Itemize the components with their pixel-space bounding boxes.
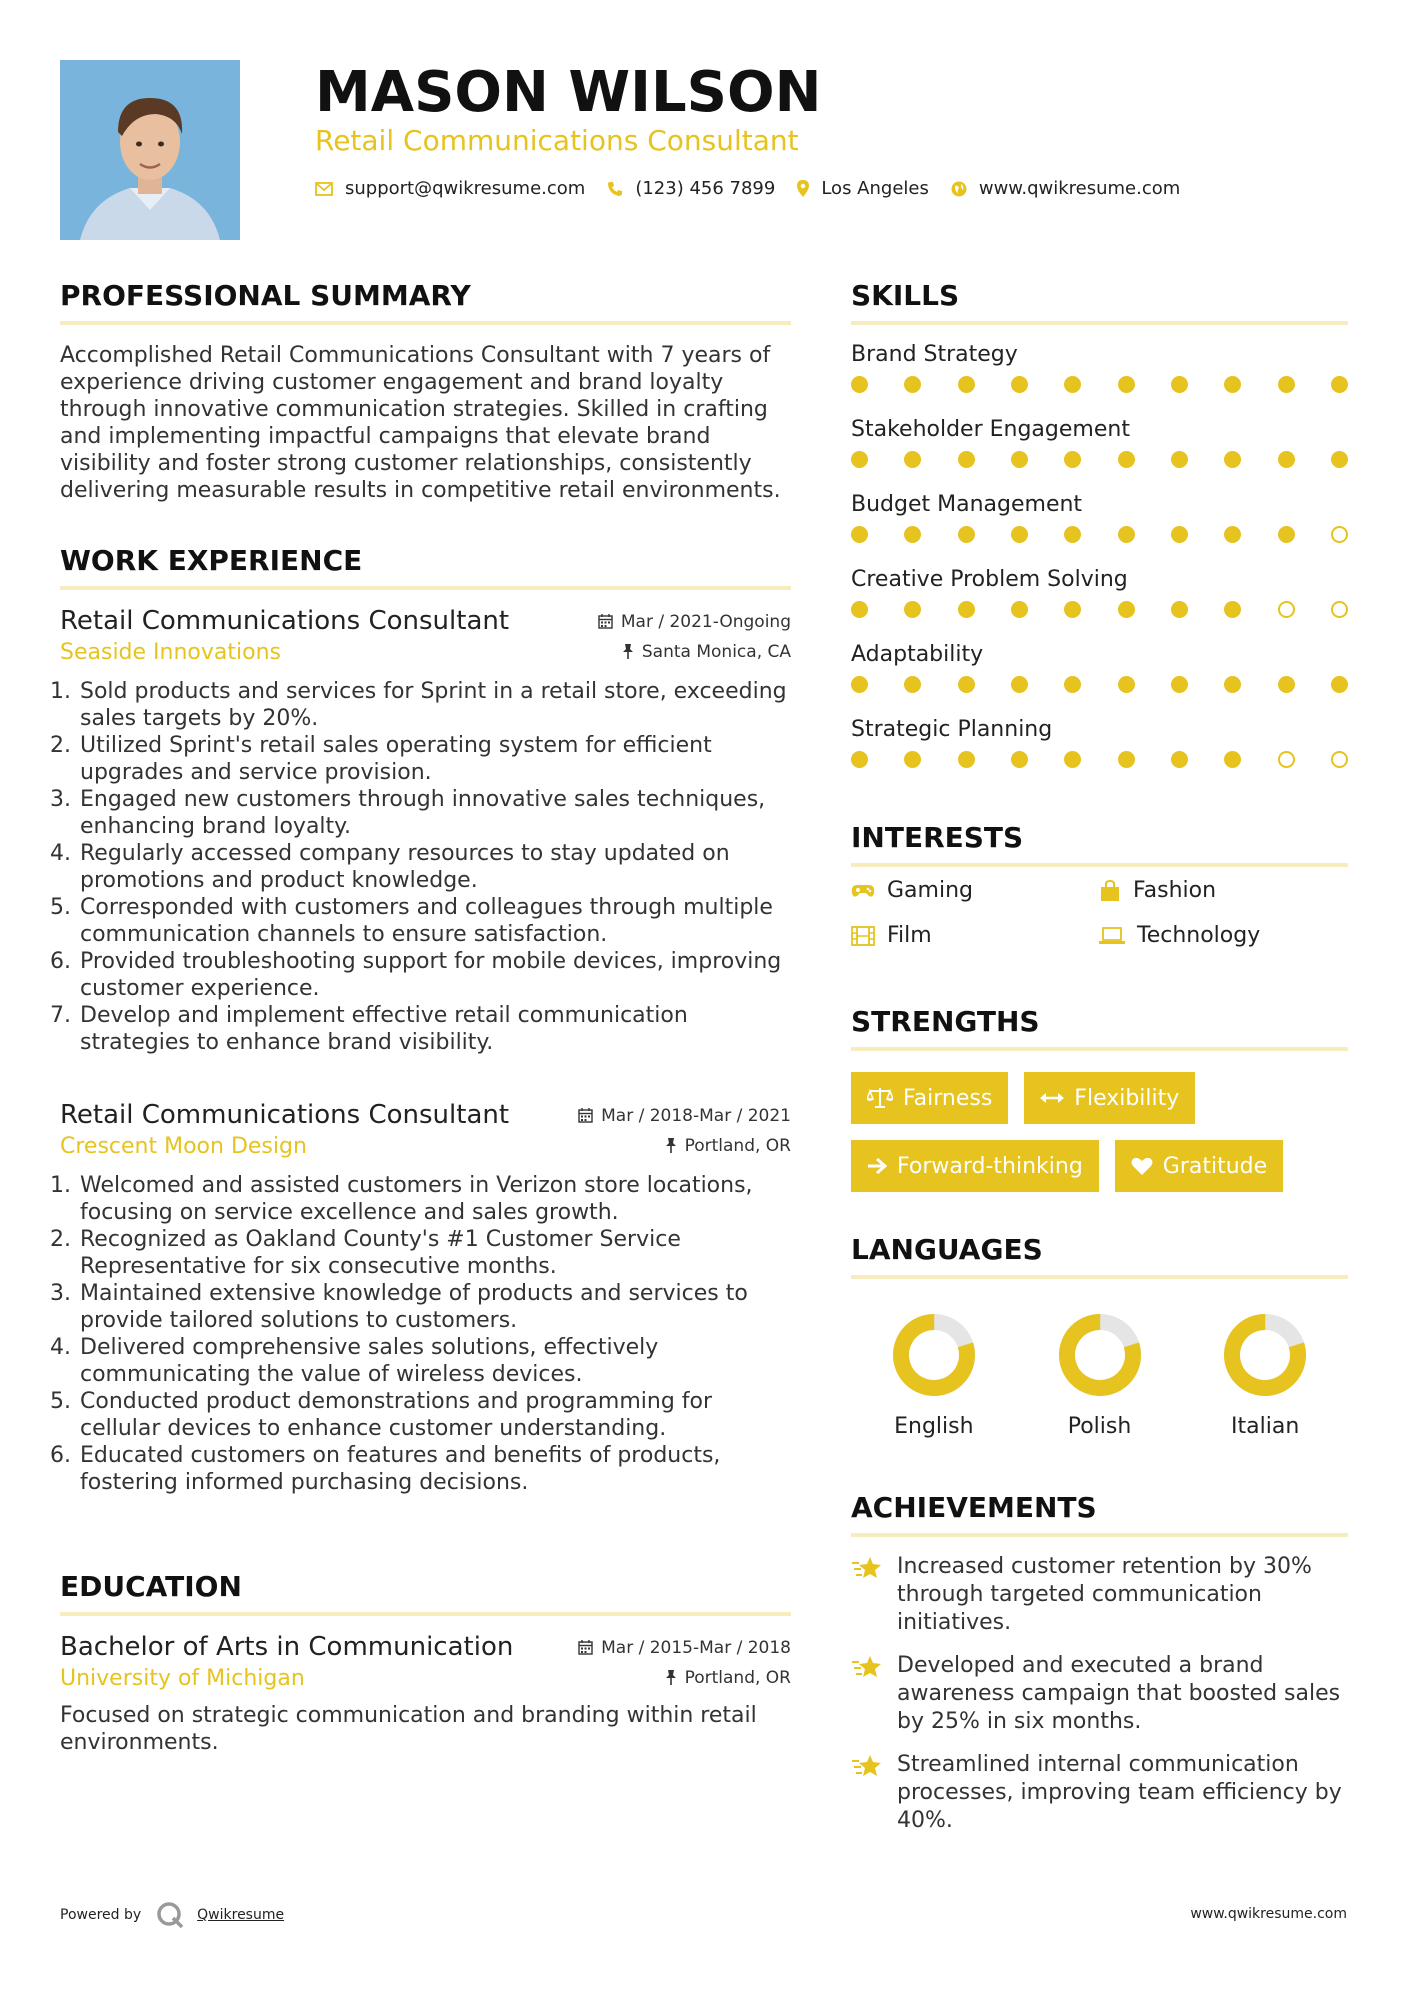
- language-item: [851, 1310, 1017, 1439]
- rating-dot-filled: [904, 526, 921, 543]
- rating-dot-filled: [1171, 676, 1188, 693]
- skill-name: Strategic Planning: [851, 717, 1053, 742]
- experience-heading: WORK EXPERIENCE: [60, 544, 363, 577]
- rating-dot-filled: [904, 376, 921, 393]
- achievement-item: [851, 1751, 1348, 1835]
- rating-dot-filled: [851, 601, 868, 618]
- rating-dot-filled: [1278, 676, 1295, 693]
- strength-tag: [1115, 1140, 1283, 1192]
- rating-dot-filled: [851, 526, 868, 543]
- qwikresume-logo-icon: [155, 1900, 185, 1930]
- footer-url[interactable]: www.qwikresume.com: [1190, 1906, 1347, 1922]
- strengths-tags: [851, 1072, 1348, 1192]
- degree-title: Bachelor of Arts in Communication: [60, 1632, 514, 1662]
- heart-icon: [1131, 1156, 1153, 1176]
- skill-item: [851, 640, 1348, 693]
- skill-rating: [851, 526, 1348, 543]
- education-entry: [60, 1630, 791, 1756]
- language-item: [1182, 1310, 1348, 1439]
- language-proficiency-ring: [1220, 1310, 1310, 1400]
- location-text: Los Angeles: [821, 178, 929, 199]
- rating-dot-empty: [1331, 751, 1348, 768]
- skill-name: Creative Problem Solving: [851, 567, 1128, 592]
- education-divider: [60, 1612, 791, 1616]
- school-name: University of Michigan: [60, 1666, 305, 1691]
- rating-dot-filled: [1278, 526, 1295, 543]
- rating-dot-filled: [904, 451, 921, 468]
- strength-label: Gratitude: [1162, 1153, 1268, 1179]
- rating-dot-filled: [1331, 676, 1348, 693]
- skill-name: Brand Strategy: [851, 342, 1018, 367]
- brand-link[interactable]: Qwikresume: [197, 1907, 285, 1923]
- rating-dot-filled: [1011, 601, 1028, 618]
- bullet-item: 7. Develop and implement effective retail communication strategies to enhance brand visibility.: [78, 1002, 791, 1056]
- education-description: Focused on strategic communication and branding within retail environments.: [60, 1703, 757, 1755]
- job-dates: [598, 612, 791, 632]
- rating-dot-filled: [958, 601, 975, 618]
- achievement-text: Streamlined internal communication processes, improving team efficiency by 40%.: [897, 1752, 1342, 1833]
- rating-dot-filled: [1171, 376, 1188, 393]
- rating-dot-filled: [1064, 526, 1081, 543]
- contact-email[interactable]: [315, 178, 585, 199]
- rating-dot-filled: [1171, 526, 1188, 543]
- star-award-icon: [851, 1555, 883, 1581]
- skill-rating: [851, 676, 1348, 693]
- job-location: [665, 1136, 791, 1156]
- rating-dot-filled: [1118, 526, 1135, 543]
- bullet-item: 2. Recognized as Oakland County's #1 Customer Service Representative for six consecutive months.: [78, 1226, 791, 1280]
- contact-bar: [315, 178, 1202, 199]
- rating-dot-filled: [958, 451, 975, 468]
- bullet-item: 6. Provided troubleshooting support for mobile devices, improving customer experience.: [78, 948, 791, 1002]
- company-name: Seaside Innovations: [60, 640, 281, 665]
- calendar-icon: [578, 1640, 593, 1655]
- bullet-item: 3. Maintained extensive knowledge of products and services to provide tailored solutions to customers.: [78, 1280, 791, 1334]
- rating-dot-filled: [1118, 751, 1135, 768]
- achievements-divider: [851, 1533, 1348, 1537]
- skill-item: [851, 340, 1348, 393]
- strength-label: Fairness: [903, 1085, 993, 1111]
- skill-item: [851, 715, 1348, 768]
- ring-fill: [1224, 1313, 1307, 1396]
- language-name: Polish: [1067, 1414, 1132, 1439]
- rating-dot-filled: [1224, 751, 1241, 768]
- contact-website[interactable]: [951, 178, 1180, 199]
- interest-item: [1099, 878, 1348, 903]
- strength-tag: [851, 1140, 1099, 1192]
- website-text: www.qwikresume.com: [978, 178, 1181, 199]
- rating-dot-filled: [1118, 601, 1135, 618]
- rating-dot-filled: [1011, 526, 1028, 543]
- rating-dot-filled: [1118, 676, 1135, 693]
- rating-dot-filled: [1278, 376, 1295, 393]
- rating-dot-filled: [1171, 451, 1188, 468]
- education-heading: EDUCATION: [60, 1570, 242, 1603]
- rating-dot-filled: [958, 376, 975, 393]
- skill-name: Stakeholder Engagement: [851, 417, 1130, 442]
- calendar-icon: [598, 614, 613, 629]
- interests-divider: [851, 863, 1348, 867]
- education-dates-text: Mar / 2015-Mar / 2018: [601, 1637, 791, 1658]
- rating-dot-filled: [1224, 676, 1241, 693]
- language-proficiency-ring: [889, 1310, 979, 1400]
- rating-dot-filled: [1224, 601, 1241, 618]
- strength-label: Forward-thinking: [897, 1153, 1083, 1179]
- rating-dot-filled: [1224, 376, 1241, 393]
- rating-dot-filled: [1331, 451, 1348, 468]
- rating-dot-filled: [904, 751, 921, 768]
- strength-tag: [1024, 1072, 1195, 1124]
- phone-icon: [607, 181, 623, 197]
- gamepad-icon: [851, 883, 875, 899]
- skills-divider: [851, 321, 1348, 325]
- star-award-icon: [851, 1654, 883, 1680]
- achievement-text: Increased customer retention by 30% through targeted communication initiatives.: [897, 1554, 1312, 1635]
- skill-name: Adaptability: [851, 642, 984, 667]
- powered-by-text: Powered by: [60, 1907, 142, 1923]
- rating-dot-filled: [958, 526, 975, 543]
- job-entry-1: [60, 604, 791, 1056]
- job-bullets: [60, 1172, 791, 1496]
- language-name: Italian: [1231, 1414, 1300, 1439]
- rating-dot-filled: [958, 676, 975, 693]
- skill-item: [851, 565, 1348, 618]
- rating-dot-filled: [851, 451, 868, 468]
- skill-item: [851, 490, 1348, 543]
- achievement-text: Developed and executed a brand awareness campaign that boosted sales by 25% in six months.: [897, 1653, 1341, 1734]
- rating-dot-filled: [1118, 376, 1135, 393]
- languages-list: [851, 1310, 1348, 1439]
- rating-dot-filled: [1171, 751, 1188, 768]
- skill-rating: [851, 451, 1348, 468]
- profile-photo: [60, 60, 240, 240]
- bullet-item: 2. Utilized Sprint's retail sales operating system for efficient upgrades and service provision.: [78, 732, 791, 786]
- rating-dot-empty: [1278, 751, 1295, 768]
- bullet-item: 1. Sold products and services for Sprint in a retail store, exceeding sales targets by 20%.: [78, 678, 791, 732]
- contact-phone[interactable]: [607, 178, 775, 199]
- laptop-icon: [1099, 927, 1125, 945]
- envelope-icon: [315, 182, 333, 196]
- rating-dot-filled: [904, 601, 921, 618]
- strengths-heading: STRENGTHS: [851, 1005, 1040, 1038]
- job-entry-2: [60, 1098, 791, 1496]
- rating-dot-filled: [1011, 376, 1028, 393]
- calendar-icon: [578, 1108, 593, 1123]
- rating-dot-filled: [1064, 751, 1081, 768]
- balance-scale-icon: [867, 1087, 893, 1109]
- interest-label: Technology: [1137, 923, 1261, 948]
- experience-divider: [60, 586, 791, 590]
- rating-dot-filled: [1011, 751, 1028, 768]
- achievements-heading: ACHIEVEMENTS: [851, 1491, 1097, 1524]
- skill-item: [851, 415, 1348, 468]
- job-dates: [578, 1106, 791, 1126]
- bullet-item: 3. Engaged new customers through innovative sales techniques, enhancing brand loyalty.: [78, 786, 791, 840]
- bullet-item: 4. Regularly accessed company resources to stay updated on promotions and product knowledge.: [78, 840, 791, 894]
- language-name: English: [894, 1414, 974, 1439]
- pushpin-icon: [665, 1670, 677, 1685]
- education-location: [665, 1668, 791, 1688]
- globe-icon: [951, 181, 967, 197]
- rating-dot-filled: [1064, 451, 1081, 468]
- summary-text: Accomplished Retail Communications Consultant with 7 years of experience driving customer engagement and brand loyalty through innovative communication strategies. Skilled in crafting and implementing impactful campaigns that elevate brand visibility and foster strong customer relationships, consistently delivering measurable results in competitive retail environments.: [60, 343, 781, 503]
- rating-dot-filled: [1171, 601, 1188, 618]
- strength-tag: [851, 1072, 1008, 1124]
- skill-rating: [851, 601, 1348, 618]
- skill-name: Budget Management: [851, 492, 1083, 517]
- rating-dot-filled: [1224, 526, 1241, 543]
- pushpin-icon: [665, 1138, 677, 1153]
- arrows-horizontal-icon: [1040, 1091, 1064, 1105]
- job-dates-text: Mar / 2018-Mar / 2021: [601, 1105, 791, 1126]
- rating-dot-filled: [1064, 376, 1081, 393]
- interest-item: [851, 878, 1099, 903]
- rating-dot-filled: [1118, 451, 1135, 468]
- rating-dot-filled: [1224, 451, 1241, 468]
- job-bullets: [60, 678, 791, 1056]
- rating-dot-filled: [851, 676, 868, 693]
- languages-heading: LANGUAGES: [851, 1233, 1043, 1266]
- rating-dot-filled: [1064, 601, 1081, 618]
- strength-label: Flexibility: [1074, 1085, 1180, 1111]
- interest-label: Fashion: [1133, 878, 1217, 903]
- skill-rating: [851, 751, 1348, 768]
- candidate-title: Retail Communications Consultant: [315, 124, 799, 157]
- rating-dot-empty: [1331, 526, 1348, 543]
- rating-dot-filled: [1278, 451, 1295, 468]
- job-location: [622, 642, 791, 662]
- bullet-item: 1. Welcomed and assisted customers in Verizon store locations, focusing on service excellence and sales growth.: [78, 1172, 791, 1226]
- bullet-item: 4. Delivered comprehensive sales solutions, effectively communicating the value of wireless devices.: [78, 1334, 791, 1388]
- languages-divider: [851, 1275, 1348, 1279]
- company-name: Crescent Moon Design: [60, 1134, 307, 1159]
- interest-item: [1099, 923, 1348, 948]
- interests-heading: INTERESTS: [851, 821, 1024, 854]
- star-award-icon: [851, 1753, 883, 1779]
- arrow-right-icon: [867, 1157, 887, 1175]
- language-item: [1017, 1310, 1183, 1439]
- candidate-name: MASON WILSON: [315, 60, 822, 125]
- education-dates: [578, 1638, 791, 1658]
- job-title: Retail Communications Consultant: [60, 1100, 510, 1130]
- job-dates-text: Mar / 2021-Ongoing: [620, 611, 791, 632]
- strengths-divider: [851, 1047, 1348, 1051]
- education-location-text: Portland, OR: [684, 1667, 791, 1688]
- achievement-item: [851, 1652, 1348, 1736]
- interests-list: [851, 878, 1348, 948]
- ring-fill: [892, 1313, 975, 1396]
- interest-label: Gaming: [887, 878, 973, 903]
- bullet-item: 5. Conducted product demonstrations and programming for cellular devices to enhance customer understanding.: [78, 1388, 791, 1442]
- footer-branding: [60, 1900, 284, 1930]
- email-text: support@qwikresume.com: [345, 178, 586, 199]
- interest-label: Film: [887, 923, 932, 948]
- rating-dot-empty: [1331, 601, 1348, 618]
- rating-dot-filled: [1011, 676, 1028, 693]
- rating-dot-filled: [851, 751, 868, 768]
- phone-text: (123) 456 7899: [635, 178, 776, 199]
- skill-rating: [851, 376, 1348, 393]
- bullet-item: 6. Educated customers on features and benefits of products, fostering informed purchasing decisions.: [78, 1442, 791, 1496]
- job-location-text: Santa Monica, CA: [641, 641, 791, 662]
- summary-divider: [60, 321, 791, 325]
- map-marker-icon: [797, 180, 809, 197]
- rating-dot-filled: [1011, 451, 1028, 468]
- rating-dot-filled: [904, 676, 921, 693]
- skills-heading: SKILLS: [851, 279, 960, 312]
- film-icon: [851, 926, 875, 946]
- rating-dot-empty: [1278, 601, 1295, 618]
- pushpin-icon: [622, 644, 634, 659]
- contact-location: [797, 178, 929, 199]
- shopping-bag-icon: [1099, 880, 1121, 902]
- job-location-text: Portland, OR: [684, 1135, 791, 1156]
- job-title: Retail Communications Consultant: [60, 606, 510, 636]
- ring-fill: [1058, 1313, 1141, 1396]
- rating-dot-filled: [1331, 376, 1348, 393]
- rating-dot-filled: [958, 751, 975, 768]
- rating-dot-filled: [1064, 676, 1081, 693]
- summary-heading: PROFESSIONAL SUMMARY: [60, 279, 471, 312]
- rating-dot-filled: [851, 376, 868, 393]
- interest-item: [851, 923, 1099, 948]
- language-proficiency-ring: [1055, 1310, 1145, 1400]
- achievement-item: [851, 1553, 1348, 1637]
- bullet-item: 5. Corresponded with customers and colleagues through multiple communication channels to ensure satisfaction.: [78, 894, 791, 948]
